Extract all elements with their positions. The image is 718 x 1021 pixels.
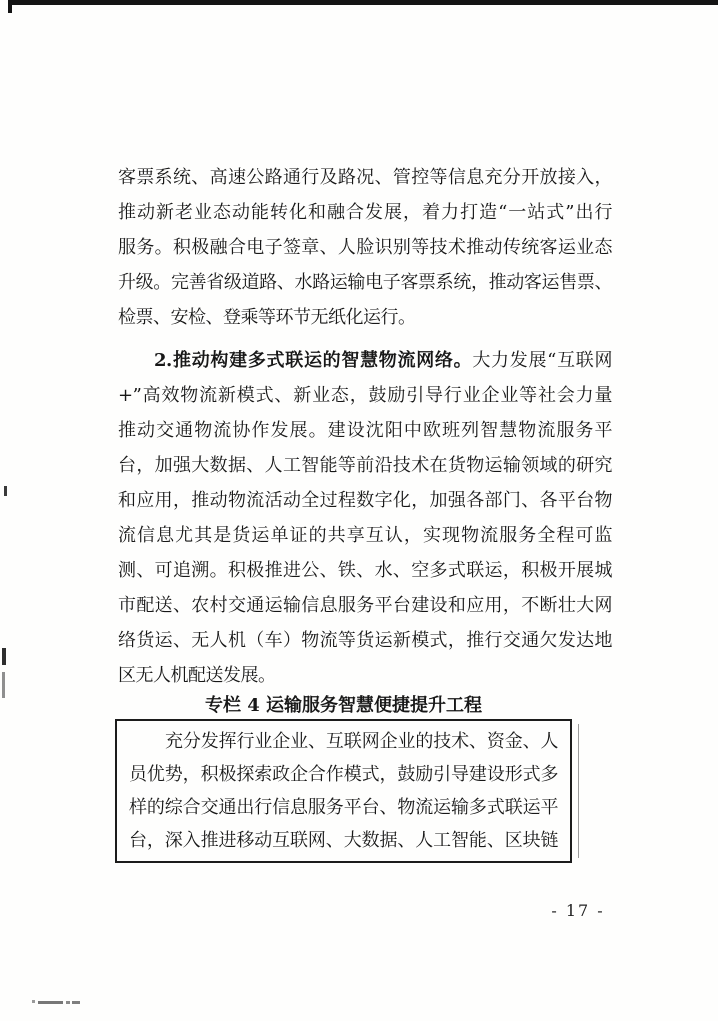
scan-left-edge-artifact	[2, 672, 5, 698]
scan-footer-smudge	[32, 1000, 35, 1003]
text-line	[118, 343, 612, 378]
text-line: 区无人机配送发展。	[118, 665, 276, 686]
scan-footer-smudge	[72, 1001, 80, 1004]
paragraph-2-lines	[118, 378, 612, 658]
paragraph-1	[118, 160, 612, 335]
paragraph-2	[118, 343, 612, 693]
paragraph-1-lines	[118, 160, 612, 300]
scan-left-edge-artifact	[2, 648, 6, 665]
text-line: 客票系统、高速公路通行及路况、管控等信息充分开放接入，	[118, 167, 612, 188]
text-line: 员优势，积极探索政企合作模式，鼓励引导建设形式多	[129, 764, 558, 785]
text-line: +”高效物流新模式、新业态，鼓励引导行业企业等社会力量	[118, 385, 612, 406]
paragraph-2-lead-rest: 大力发展“互联网	[472, 350, 612, 371]
scan-footer-smudge	[66, 1001, 70, 1004]
page-number: - 17 -	[551, 901, 605, 920]
text-line: 服务。积极融合电子签章、人脸识别等技术推动传统客运业态	[118, 237, 612, 258]
text-line: 推动交通物流协作发展。建设沈阳中欧班列智慧物流服务平	[118, 420, 612, 441]
paragraph-2-lead-bold: 2.推动构建多式联运的智慧物流网络。	[154, 350, 473, 371]
text-line: 样的综合交通出行信息服务平台、物流运输多式联运平	[129, 797, 558, 818]
callout-box	[115, 719, 572, 863]
callout-box-title: 专栏 4 运输服务智慧便捷提升工程	[204, 695, 483, 716]
scan-top-edge-corner-artifact	[8, 0, 12, 13]
text-line: 和应用，推动物流活动全过程数字化，加强各部门、各平台物	[118, 490, 612, 511]
text-line: 充分发挥行业企业、互联网企业的技术、资金、人	[165, 731, 558, 752]
scan-top-edge-artifact	[8, 0, 718, 5]
text-line: 测、可追溯。积极推进公、铁、水、空多式联运，积极开展城	[118, 560, 612, 581]
text-line: 市配送、农村交通运输信息服务平台建设和应用，不断壮大网	[118, 595, 612, 616]
text-line: 流信息尤其是货运单证的共享互认，实现物流服务全程可监	[118, 525, 612, 546]
text-line: 台，深入推进移动互联网、大数据、人工智能、区块链	[129, 830, 558, 851]
text-line: 络货运、无人机（车）物流等货运新模式，推行交通欠发达地	[118, 630, 612, 651]
callout-box-lines	[129, 758, 558, 857]
text-line: 台，加强大数据、人工智能等前沿技术在货物运输领域的研究	[118, 455, 612, 476]
document-body	[118, 160, 612, 863]
scan-left-edge-artifact	[4, 486, 7, 496]
text-line: 检票、安检、登乘等环节无纸化运行。	[118, 307, 416, 328]
scan-footer-smudge	[38, 1001, 63, 1004]
text-line: 推动新老业态动能转化和融合发展，着力打造“一站式”出行	[118, 202, 612, 223]
text-line: 升级。完善省级道路、水路运输电子客票系统，推动客运售票、	[118, 272, 612, 293]
